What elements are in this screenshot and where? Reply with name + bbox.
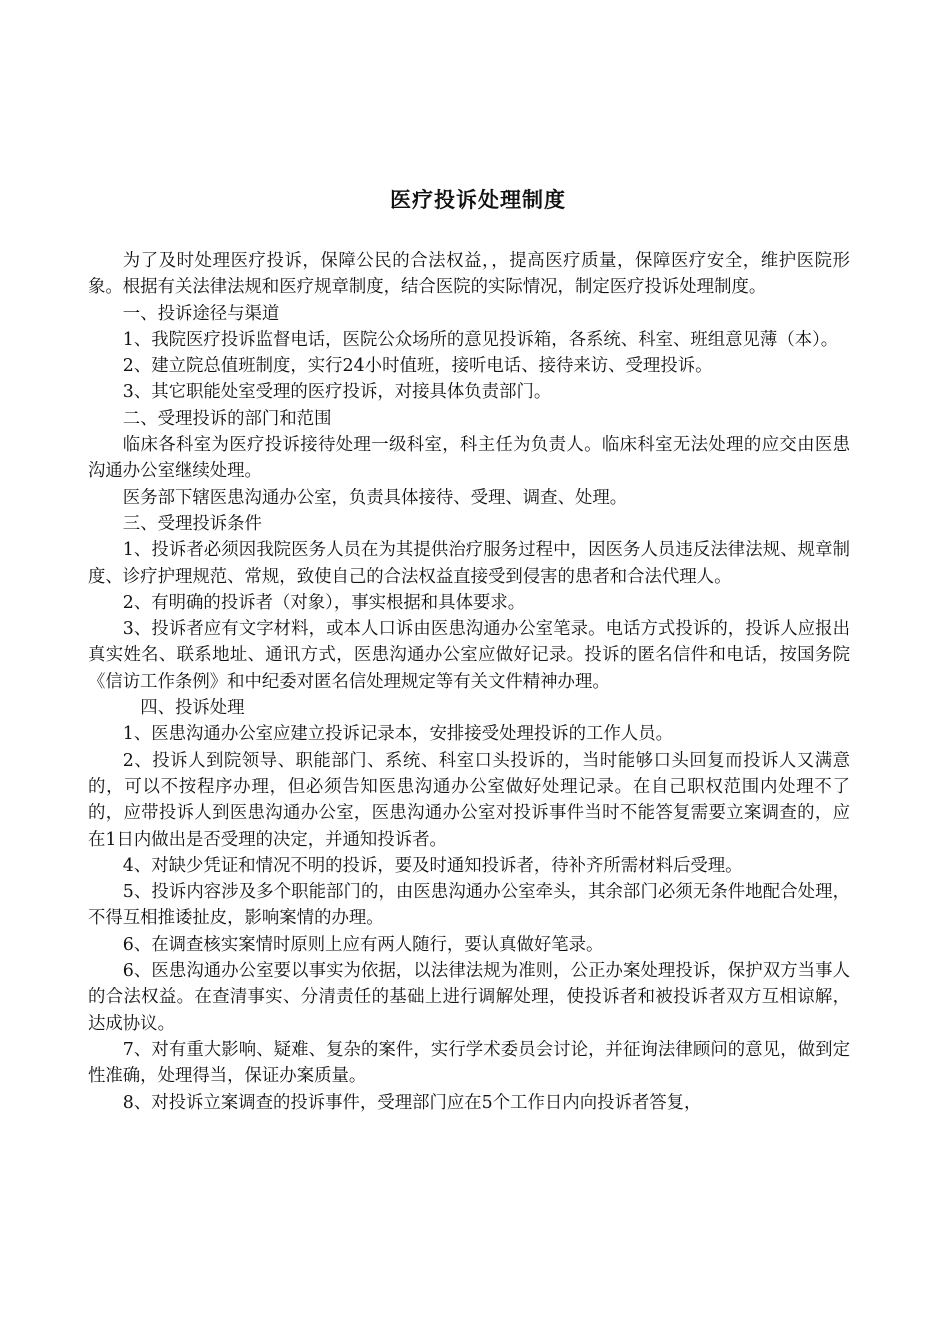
document-title: 医疗投诉处理制度 bbox=[390, 188, 566, 212]
section-2-paragraph-2: 医务部下辖医患沟通办公室，负责具体接待、受理、调查、处理。 bbox=[122, 487, 628, 508]
section-3-item-1: 1、投诉者必须因我院医务人员在为其提供治疗服务过程中，因医务人员违反法律法规、规章制度、诊疗护理规范、常规，致使自己的合法权益直接受到侵害的患者和合法代理人。 bbox=[88, 540, 850, 587]
document-page bbox=[88, 0, 850, 1344]
section-4-item-7: 7、对有重大影响、疑难、复杂的案件，实行学术委员会讨论，并征询法律顾问的意见，做到定性准确，处理得当，保证办案质量。 bbox=[88, 1039, 850, 1087]
section-3-item-3: 3、投诉者应有文字材料，或本人口诉由医患沟通办公室笔录。电话方式投诉的，投诉人应报出真实姓名、联系地址、通讯方式，医患沟通办公室应做好记录。投诉的匿名信件和电话，按国务院《信访工作条例》和中纪委对匿名信处理规定等有关文件精神办理。 bbox=[88, 619, 850, 692]
section-4-item-8: 8、对投诉立案调查的投诉事件，受理部门应在5个工作日内向投诉者答复， bbox=[122, 1092, 702, 1113]
section-2-paragraph-1: 临床各科室为医疗投诉接待处理一级科室，科主任为负责人。临床科室无法处理的应交由医患沟通办公室继续处理。 bbox=[88, 435, 850, 482]
intro-paragraph: 为了及时处理医疗投诉，保障公民的合法权益，，提高医疗质量，保障医疗安全，维护医院形象。根据有关法律法规和医疗规章制度，结合医院的实际情况，制定医疗投诉处理制度。 bbox=[88, 251, 850, 298]
section-1-item-1: 1、我院医疗投诉监督电话，医院公众场所的意见投诉箱，各系统、科室、班组意见薄（本）。 bbox=[122, 329, 839, 350]
section-heading-1: 一、投诉途径与渠道 bbox=[122, 303, 280, 324]
section-4-item-6a: 6、在调查核实案情时原则上应有两人随行，要认真做好笔录。 bbox=[122, 934, 604, 955]
document-body bbox=[88, 248, 850, 1116]
section-1-item-3: 3、其它职能处室受理的医疗投诉，对接具体负责部门。 bbox=[122, 382, 552, 403]
section-heading-4: 四、投诉处理 bbox=[140, 698, 245, 719]
section-3-item-2: 2、有明确的投诉者（对象），事实根据和具体要求。 bbox=[122, 592, 526, 613]
section-4-item-1: 1、医患沟通办公室应建立投诉记录本，安排接受处理投诉的工作人员。 bbox=[122, 724, 673, 745]
section-heading-2: 二、受理投诉的部门和范围 bbox=[122, 408, 332, 429]
section-heading-3: 三、受理投诉条件 bbox=[122, 513, 262, 534]
section-4-item-2: 2、投诉人到院领导、职能部门、系统、科室口头投诉的，当时能够口头回复而投诉人又满意的，可以不按程序办理，但必须告知医患沟通办公室做好处理记录。在自己职权范围内处理不了的，应带投诉人到医患沟通办公室，医患沟通办公室对投诉事件当时不能答复需要立案调查的，应在1日内做出是否受理的决定，并通知投诉者。 bbox=[88, 750, 850, 850]
section-4-item-6b: 6、医患沟通办公室要以事实为依据，以法律法规为准则，公正办案处理投诉，保护双方当事人的合法权益。在查清事实、分清责任的基础上进行调解处理，使投诉者和被投诉者双方互相谅解，达成协议。 bbox=[88, 961, 850, 1034]
section-1-item-2: 2、建立院总值班制度，实行24小时值班，接听电话、接待来访、受理投诉。 bbox=[122, 356, 713, 377]
section-4-item-5: 5、投诉内容涉及多个职能部门的，由医患沟通办公室牵头，其余部门必须无条件地配合处理，不得互相推诿扯皮，影响案情的办理。 bbox=[88, 882, 850, 929]
section-4-item-4: 4、对缺少凭证和情况不明的投诉，要及时通知投诉者，待补齐所需材料后受理。 bbox=[122, 855, 743, 876]
